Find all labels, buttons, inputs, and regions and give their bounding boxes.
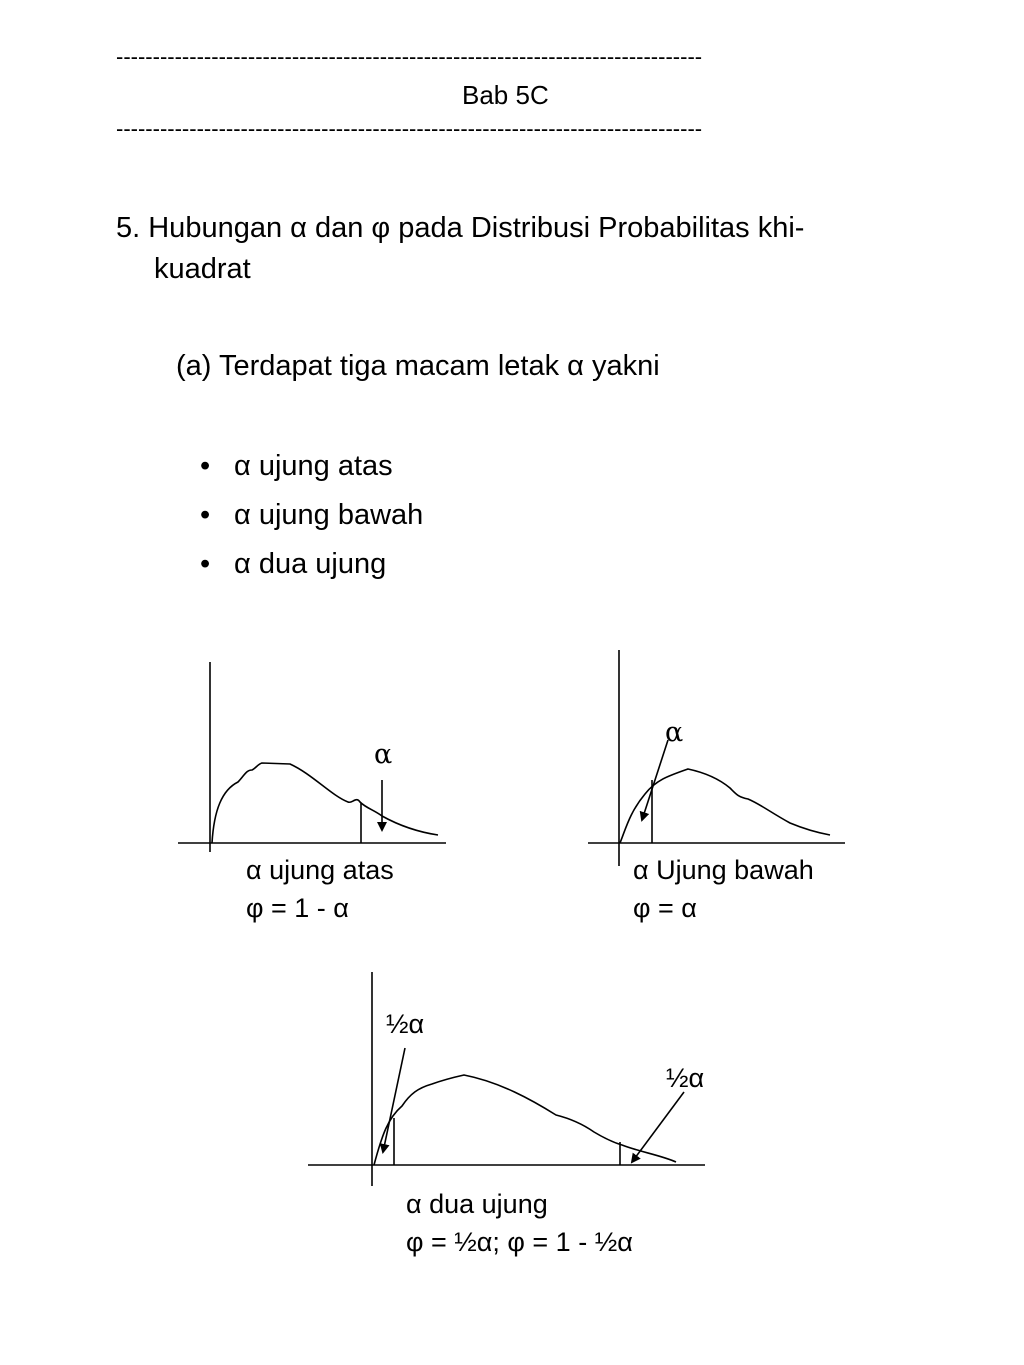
figure-lower-alpha-label: α xyxy=(665,717,684,748)
figure-upper-alpha-label: α xyxy=(374,739,393,770)
figure-two-tails xyxy=(308,972,705,1186)
header-rule-top: -------------------------------------------------------------------------------- xyxy=(116,44,703,69)
header-rule-bottom: -------------------------------------------------------------------------------- xyxy=(116,116,703,141)
bullet-marker: • xyxy=(200,499,211,531)
figure-lower-caption-line1: α Ujung bawah xyxy=(633,855,814,885)
figure-two-tails-caption-line2: φ = ½α; φ = 1 - ½α xyxy=(406,1227,633,1257)
bullet-item-lower-tail: α ujung bawah xyxy=(234,499,424,531)
figure-upper-tail xyxy=(178,662,446,852)
section-heading-line2: kuadrat xyxy=(154,253,251,285)
figure-two-tails-right-label: ½α xyxy=(666,1063,705,1093)
alpha-arrow xyxy=(642,740,668,820)
figure-upper-caption-line1: α ujung atas xyxy=(246,855,394,885)
bullet-marker: • xyxy=(200,450,211,482)
subsection-text: (a) Terdapat tiga macam letak α yakni xyxy=(176,350,660,382)
figure-lower-tail xyxy=(588,650,845,866)
figure-lower-caption-line2: φ = α xyxy=(633,893,697,923)
bullet-item-marker: • xyxy=(200,548,211,580)
bullet-item-two-tails: α dua ujung xyxy=(234,548,387,580)
section-heading-line1: 5. Hubungan α dan φ pada Distribusi Probabilitas khi- xyxy=(116,212,805,244)
density-curve xyxy=(374,1075,676,1165)
chapter-title: Bab 5C xyxy=(462,80,549,110)
figure-two-tails-caption-line1: α dua ujung xyxy=(406,1189,548,1219)
figure-two-tails-left-label: ½α xyxy=(386,1009,425,1039)
bullet-item-upper-tail: α ujung atas xyxy=(234,450,393,482)
right-half-alpha-arrow xyxy=(632,1092,684,1162)
figure-upper-caption-line2: φ = 1 - α xyxy=(246,893,349,923)
density-curve xyxy=(212,763,438,843)
